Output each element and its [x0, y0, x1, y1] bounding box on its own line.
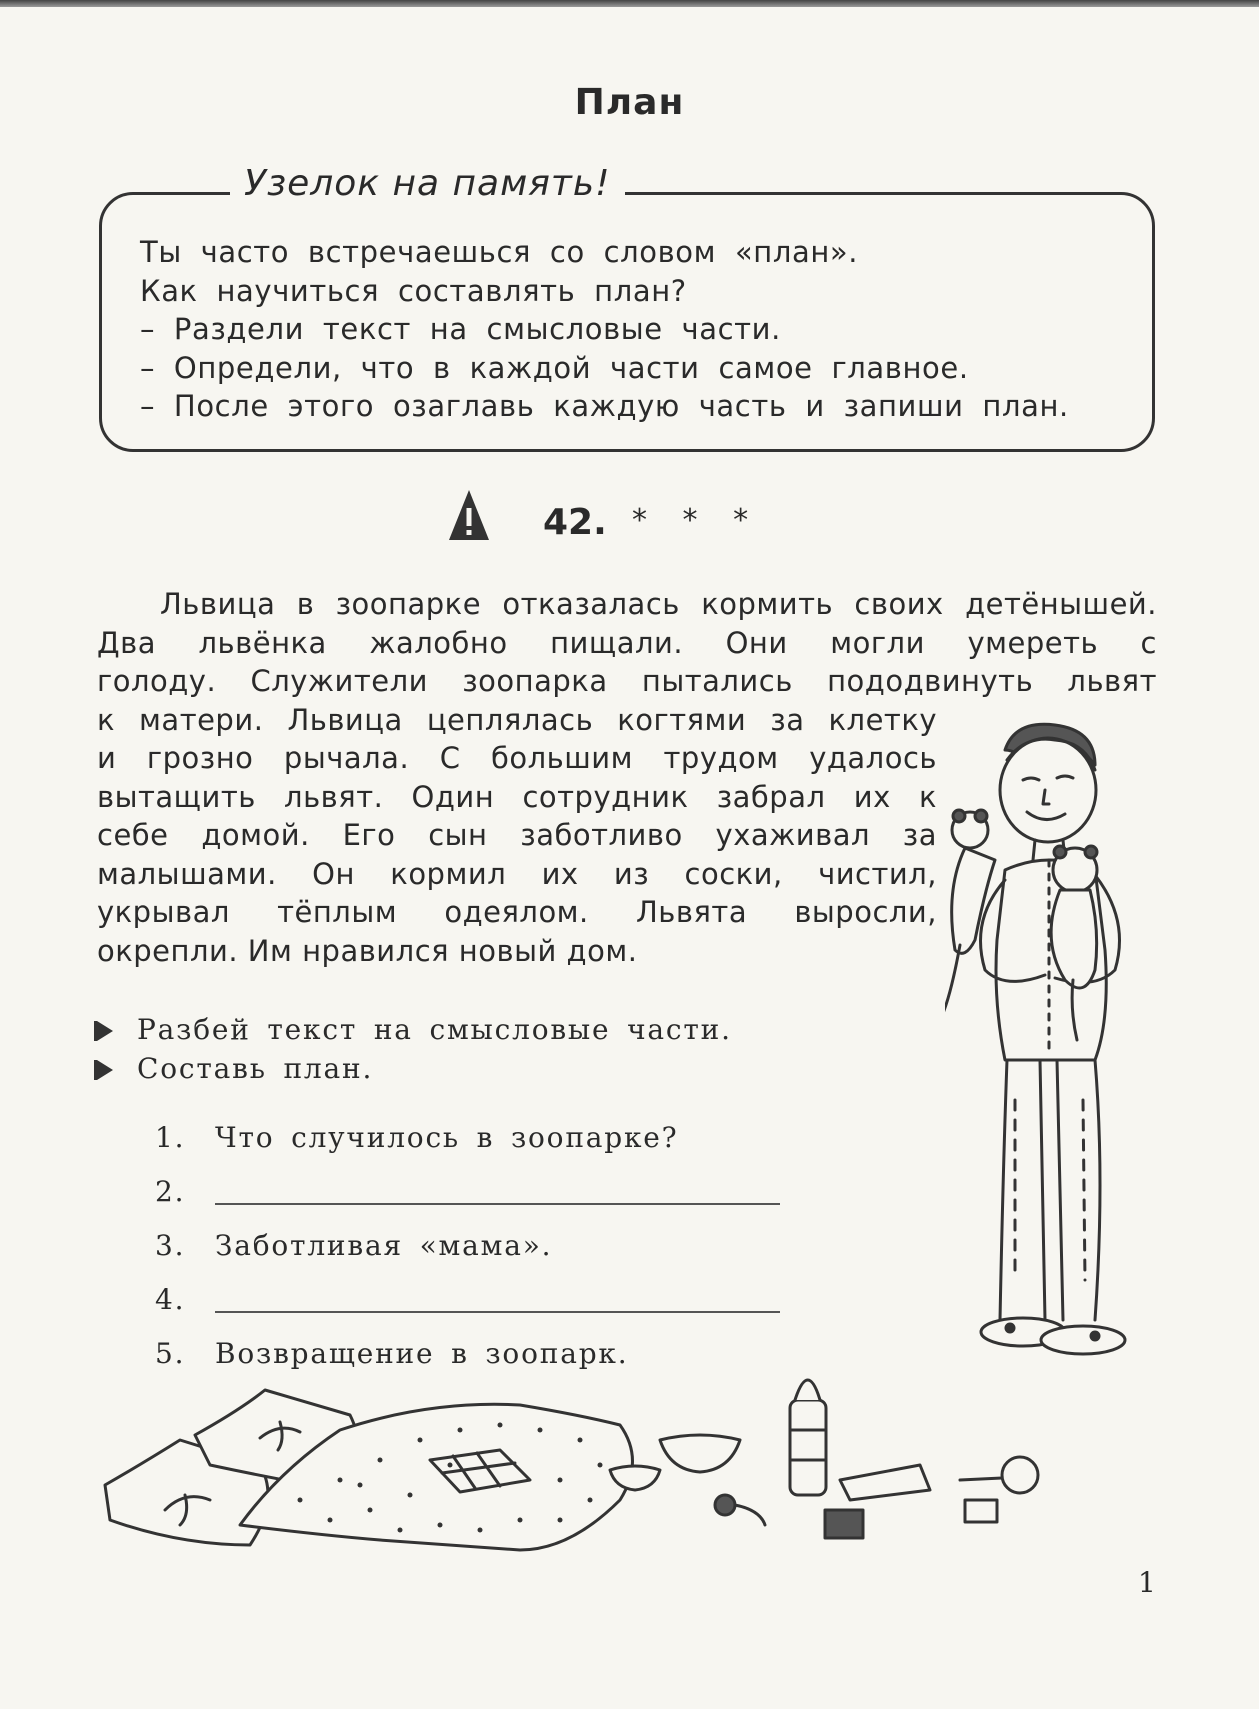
plan-item-number: 5. — [155, 1337, 186, 1370]
exercise-number: 42. — [543, 502, 607, 543]
plan-item-number: 3. — [155, 1229, 186, 1262]
memo-line: Как научиться составлять план? — [140, 273, 687, 308]
task-text: Составь план. — [137, 1052, 374, 1085]
task-arrow-icon — [97, 1060, 113, 1080]
memo-line: Ты часто встречаешься со словом «план». — [140, 235, 859, 269]
memo-header: Узелок на память! — [230, 163, 625, 204]
plan-item-text: Возвращение в зоопарк. — [215, 1337, 629, 1370]
plan-item — [155, 1337, 628, 1370]
task-text: Разбей текст на смысловые части. — [137, 1013, 732, 1046]
story-line: Львица в зоопарке отказалась кормить своих детёнышей. — [160, 587, 1157, 621]
story-line: себе домой. Его сын заботливо ухаживал за — [97, 818, 937, 852]
story-line: малышами. Он кормил их из соски, чистил, — [97, 856, 937, 891]
memo-text — [140, 233, 1069, 426]
plan-item-number: 4. — [155, 1283, 186, 1316]
plan-blank-line[interactable] — [215, 1311, 780, 1313]
memo-line: – Определи, что в каждой части самое главное. — [140, 350, 969, 385]
page-number: 1 — [1138, 1566, 1156, 1599]
plan-item-text: Заботливая «мама». — [215, 1229, 553, 1262]
boy-with-cubs-illustration — [945, 720, 1155, 1360]
story-line: окрепли. Им нравился новый дом. — [97, 933, 638, 968]
page-title: План — [574, 82, 685, 123]
bottom-objects-illustration — [100, 1370, 1150, 1570]
story-line: голоду. Служители зоопарка пытались пододвинуть львят — [97, 664, 1157, 698]
plan-blank-line[interactable] — [215, 1203, 780, 1205]
plan-item — [155, 1175, 780, 1208]
plan-item — [155, 1283, 780, 1316]
story-line: к матери. Львица цеплялась когтями за клетку — [97, 702, 937, 737]
story-line: и грозно рычала. С большим трудом удалось — [97, 741, 937, 775]
plan-item-number: 1. — [155, 1121, 186, 1154]
task-item — [97, 1013, 732, 1046]
story-line: вытащить львят. Один сотрудник забрал их к — [97, 779, 937, 814]
plan-item — [155, 1229, 552, 1262]
task-item — [97, 1052, 373, 1085]
story-line: Два львёнка жалобно пищали. Они могли умереть с — [97, 625, 1157, 660]
memo-line: – Раздели текст на смысловые части. — [140, 312, 781, 346]
plan-item-text: Что случилось в зоопарке? — [215, 1121, 679, 1154]
plan-item-number: 2. — [155, 1175, 186, 1208]
plan-item — [155, 1121, 679, 1154]
story-line: укрывал тёплым одеялом. Львята выросли, — [97, 895, 937, 929]
task-arrow-icon — [97, 1021, 113, 1041]
memo-line: – После этого озаглавь каждую часть и запиши план. — [140, 389, 1069, 423]
exercise-stars: * * * — [632, 503, 755, 538]
scan-top-edge — [0, 0, 1259, 7]
warning-triangle-icon — [447, 488, 491, 542]
